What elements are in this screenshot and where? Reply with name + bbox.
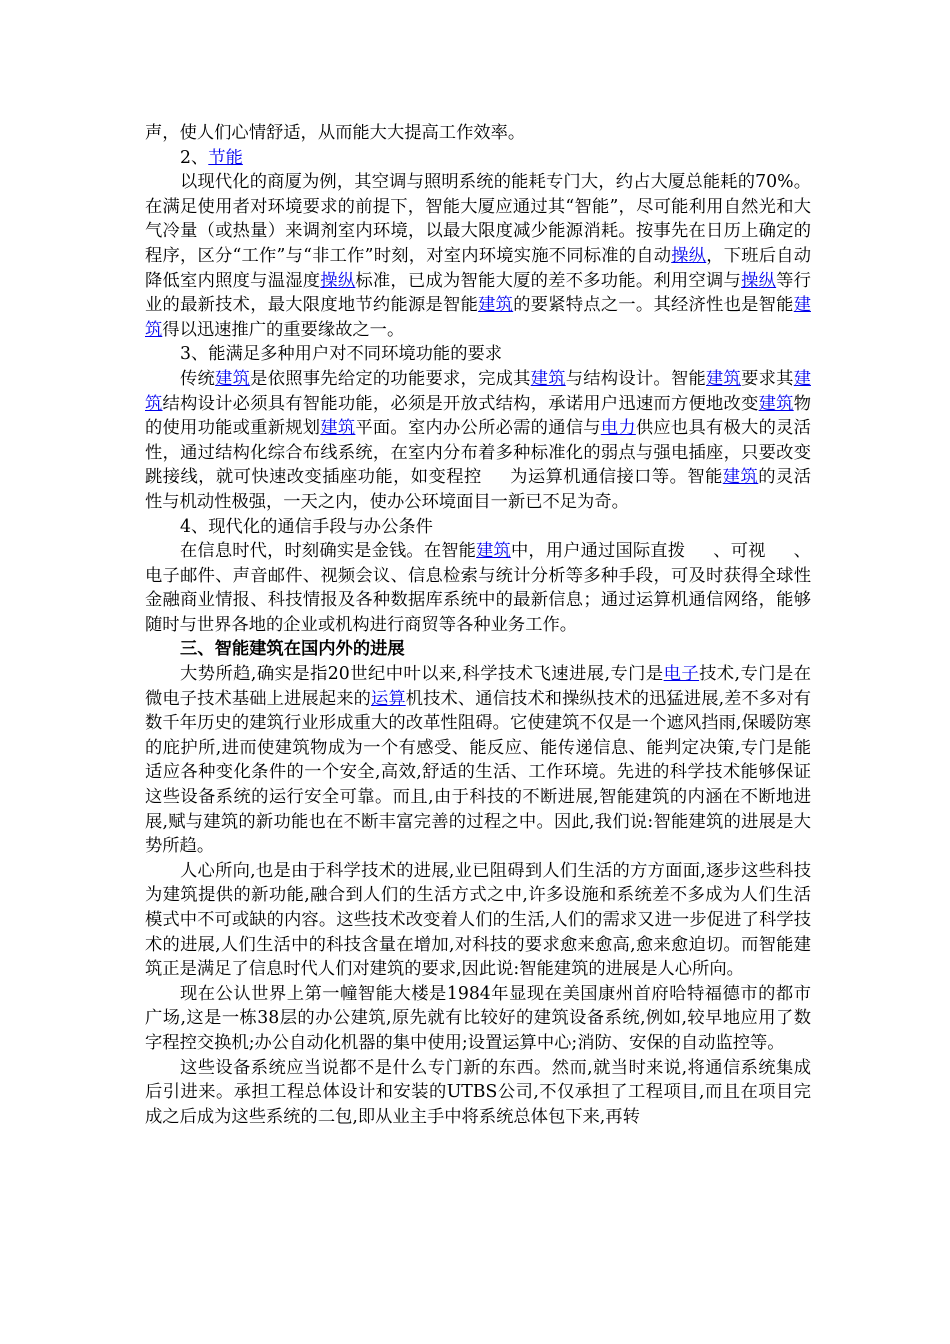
hyperlink[interactable]: 操纵	[320, 270, 356, 291]
text-run: 与结构设计。智能	[565, 368, 707, 389]
hyperlink[interactable]: 节能	[208, 147, 243, 168]
hyperlink[interactable]: 操纵	[671, 245, 707, 266]
text-run: 3、能满足多种用户对不同环境功能的要求	[180, 344, 503, 365]
text-run: 三、智能建筑在国内外的进展	[180, 639, 405, 660]
text-run: 2、	[180, 147, 209, 168]
text-run: ，下班后自动降低室内照度与温湿度	[145, 245, 811, 291]
hyperlink[interactable]: 电子	[663, 664, 700, 685]
text-run: 的要紧特点之一。其经济性也是智能	[513, 295, 794, 316]
paragraph	[145, 121, 811, 146]
paragraph	[145, 539, 811, 637]
paragraph	[145, 1056, 811, 1130]
text-run: 机技术、通信技术和操纵技术的迅猛进展,差不多对有数千年历史的建筑行业形成重大的改革性阻碍。它使建筑不仅是一个遮风挡雨,保暖防寒的庇护所,进而使建筑物成为一个有感受、能反应、能传递信息、能判定决策,专门是能适应各种变化条件的一个安全,高效,舒适的生活、工作环境。先进的科学技术能够保证这些设备系统的运行安全可靠。而且,由于科技的不断进展,智能建筑的内涵在不断地进展,赋与建筑的新功能也在不断丰富完善的过程之中。因此,我们说:智能建筑的进展是大势所趋。	[145, 688, 811, 857]
paragraph	[145, 146, 811, 171]
text-run: 大势所趋,确实是指20世纪中叶以来,科学技术飞速进展,专门是	[180, 664, 664, 685]
text-run: 传统	[180, 368, 216, 389]
text-run: 、可视	[713, 541, 766, 562]
text-run: 人心所向,也是由于科学技术的进展,业已阻碍到人们生活的方方面面,逐步这些科技为建筑提供的新功能,融合到人们的生活方式之中,许多设施和系统差不多成为人们生活模式中不可或缺的内容。这些技术改变着人们的生活,人们的需求又进一步促进了科学技术的进展,人们生活中的科技含量在增加,对科技的要求愈来愈高,愈来愈迫切。而智能建筑正是满足了信息时代人们对建筑的要求,因此说:智能建筑的进展是人心所向。	[145, 860, 811, 980]
text-run: 标准，已成为智能大厦的差不多功能。利用空调与	[355, 270, 742, 291]
text-run: 以现代化的商厦为例，其空调与照明系统的能耗专门大，约占大厦总能耗的70%。在满足使用者对环境要求的前提下，智能大厦应通过其“智能”，尽可能利用自然光和大气冷量（或热量）来调剂室内环境，以最大限度减少能源消耗。按事先在日历上确定的程序，区分“工作”与“非工作”时刻，对室内环境实施不同标准的自动	[145, 172, 811, 266]
paragraph	[145, 367, 811, 515]
section-heading	[145, 637, 811, 662]
hyperlink[interactable]: 建筑	[145, 295, 811, 340]
paragraph	[145, 859, 811, 982]
hyperlink[interactable]: 建筑	[476, 541, 511, 562]
hyperlink[interactable]: 建筑	[215, 368, 251, 389]
hyperlink[interactable]: 建筑	[530, 368, 566, 389]
paragraph	[145, 662, 811, 859]
text-run: 这些设备系统应当说都不是什么专门新的东西。然而,就当时来说,将通信系统集成后引进来。承担工程总体设计和安装的UTBS公司,不仅承担了工程项目,而且在项目完成之后成为这些系统的二包,即从业主手中将系统总体包下来,再转	[145, 1057, 811, 1127]
text-run: 得以迅速推广的重要缘故之一。	[162, 319, 405, 340]
text-run: 中，用户通过国际直拨	[510, 541, 686, 562]
text-run: 供应也具有极大的灵活性，通过结构化综合布线系统，在室内分布着多种标准化的弱点与强电插座，只要改变跳接线，就可快速改变插座功能，如变程控	[145, 418, 811, 488]
hyperlink[interactable]: 电力	[600, 418, 636, 439]
hyperlink[interactable]: 操纵	[741, 270, 777, 291]
paragraph	[145, 515, 811, 540]
paragraph	[145, 342, 811, 367]
text-run: 结构设计必须具有智能功能，必须是开放式结构，承诺用户迅速而方便地改变	[162, 393, 759, 414]
paragraph	[145, 982, 811, 1056]
text-run: 的灵活性与机动性极强，一天之内，使办公环境面目一新已不足为奇。	[145, 467, 811, 512]
text-run: 要求其	[741, 368, 794, 389]
text-run: 声，使人们心情舒适，从而能大大提高工作效率。	[145, 123, 526, 143]
paragraph	[145, 170, 811, 342]
text-run: 平面。室内办公所必需的通信与	[355, 418, 601, 439]
hyperlink[interactable]: 运算	[370, 688, 406, 709]
text-run: 等行业的最新技术，最大限度地节约能源是智能	[145, 270, 811, 316]
hyperlink[interactable]: 建筑	[320, 418, 356, 439]
document-body	[145, 121, 811, 1129]
text-run: 为运算机通信接口等。智能	[509, 467, 723, 488]
hyperlink[interactable]: 建筑	[478, 295, 514, 316]
text-run: 在信息时代，时刻确实是金钱。在智能	[180, 541, 477, 562]
hyperlink[interactable]: 建筑	[758, 393, 794, 414]
hyperlink[interactable]: 建筑	[145, 368, 811, 414]
text-run: 现在公认世界上第一幢智能大楼是1984年显现在美国康州首府哈特福德市的都市广场,这是一栋38层的办公建筑,原先就有比较好的建筑设备系统,例如,较早地应用了数字程控交换机;办公自动化机器的集中使用;设置运算中心;消防、安保的自动监控等。	[145, 983, 811, 1053]
text-run: 物的使用功能或重新规划	[145, 393, 811, 439]
hyperlink[interactable]: 建筑	[706, 368, 742, 389]
hyperlink[interactable]: 建筑	[722, 467, 759, 488]
text-run: 技术,专门是在微电子技术基础上进展起来的	[145, 664, 811, 709]
text-run: 4、现代化的通信手段与办公条件	[180, 516, 433, 537]
text-run: 是依照事先给定的功能要求，完成其	[250, 368, 531, 389]
text-run: 、电子邮件、声音邮件、视频会议、信息检索与统计分析等多种手段，可及时获得全球性金融商业情报、科技情报及各种数据库系统中的最新信息；通过运算机通信网络，能够随时与世界各地的企业或机构进行商贸等各种业务工作。	[145, 541, 811, 635]
